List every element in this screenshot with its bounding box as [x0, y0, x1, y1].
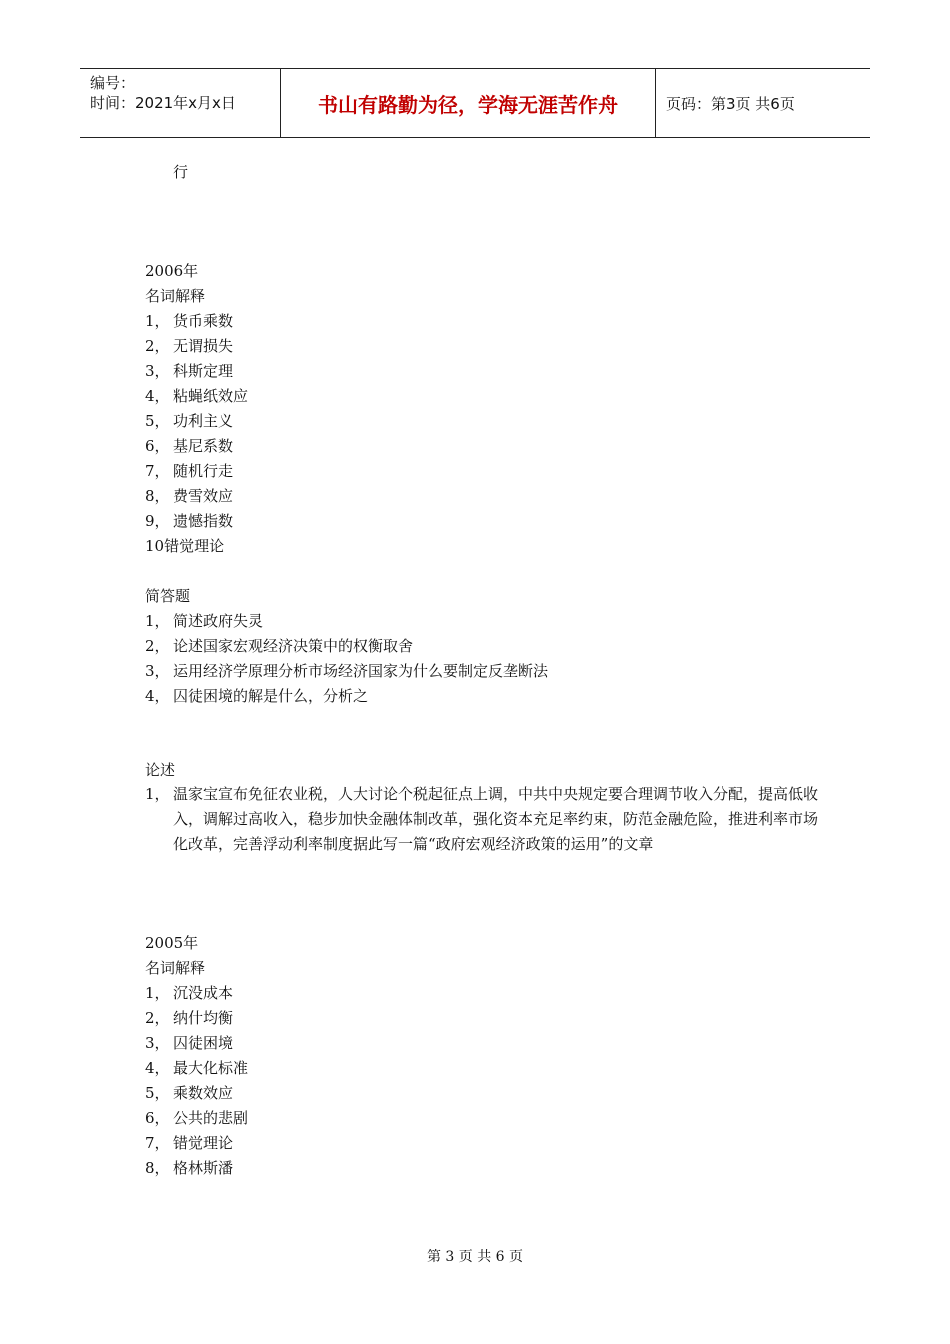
item-text: 最大化标准 [173, 1059, 249, 1077]
list-item [145, 1158, 233, 1178]
list-item [145, 486, 233, 506]
list-item [145, 1058, 248, 1078]
terms-heading-2006: 名词解释 [145, 287, 206, 305]
item-number: 2， [145, 637, 170, 655]
list-item [145, 1083, 233, 1103]
list-item [145, 511, 233, 531]
item-text: 温家宝宣布免征农业税，人大讨论个税起征点上调，中共中央规定要合理调节收入分配，提高低收入，调解过高收入，稳步加快金融体制改革，强化资本充足率约束，防范金融危险，推进利率市场化改革，完善浮动利率制度据此写一篇“政府宏观经济政策的运用”的文章 [173, 785, 819, 853]
item-number: 9， [145, 512, 170, 530]
list-item [145, 411, 233, 431]
list-item [145, 983, 233, 1003]
top-fragment: 行 [173, 163, 189, 181]
item-number: 8， [145, 1159, 170, 1177]
item-number: 5， [145, 1084, 170, 1102]
item-text: 货币乘数 [173, 312, 234, 330]
item-number: 6， [145, 437, 170, 455]
item-number: 2， [145, 337, 170, 355]
item-text: 粘蝇纸效应 [173, 387, 249, 405]
serial-label: 编号： [90, 74, 136, 92]
item-number: 1， [145, 312, 170, 330]
list-item [145, 636, 413, 656]
list-item [145, 1033, 233, 1053]
item-number: 3， [145, 662, 170, 680]
item-text: 错觉理论 [173, 1134, 234, 1152]
item-number: 6， [145, 1109, 170, 1127]
short-answer-heading-2006: 简答题 [145, 587, 191, 605]
item-text: 运用经济学原理分析市场经济国家为什么要制定反垄断法 [173, 662, 549, 680]
section-title-2006: 2006年 [145, 262, 199, 280]
essay-question [145, 782, 825, 857]
item-text: 公共的悲剧 [173, 1109, 249, 1127]
item-number: 5， [145, 412, 170, 430]
list-item [145, 1108, 248, 1128]
page-footer: 第 3 页 共 6 页 [426, 1249, 524, 1265]
list-item [145, 361, 233, 381]
list-item [145, 311, 233, 331]
list-item [145, 611, 263, 631]
page-header [80, 68, 870, 138]
item-number: 4， [145, 387, 170, 405]
item-number: 1， [145, 785, 170, 803]
section-title-2005: 2005年 [145, 934, 199, 952]
item-text: 论述国家宏观经济决策中的权衡取舍 [173, 637, 414, 655]
list-item [145, 1133, 233, 1153]
list-item [145, 686, 368, 706]
list-item [145, 336, 233, 356]
item-text: 功利主义 [173, 412, 234, 430]
item-number: 3， [145, 362, 170, 380]
header-meta [80, 69, 280, 137]
item-text: 费雪效应 [173, 487, 234, 505]
item-number: 3， [145, 1034, 170, 1052]
item-number: 1， [145, 612, 170, 630]
item-number: 2， [145, 1009, 170, 1027]
item-text: 简述政府失灵 [173, 612, 264, 630]
item-text: 囚徒困境的解是什么，分析之 [173, 687, 369, 705]
time-label: 时间：2021年x月x日 [90, 94, 236, 112]
list-item [145, 1008, 233, 1028]
list-item [145, 661, 548, 681]
list-item: 10错觉理论 [145, 537, 225, 555]
item-number: 7， [145, 462, 170, 480]
header-motto: 书山有路勤为径，学海无涯苦作舟 [280, 69, 656, 137]
item-text: 科斯定理 [173, 362, 234, 380]
list-item [145, 436, 233, 456]
item-text: 沉没成本 [173, 984, 234, 1002]
list-item [145, 386, 248, 406]
item-text: 随机行走 [173, 462, 234, 480]
item-number: 4， [145, 1059, 170, 1077]
list-item [145, 461, 233, 481]
item-text: 基尼系数 [173, 437, 234, 455]
item-number: 8， [145, 487, 170, 505]
item-text: 遗憾指数 [173, 512, 234, 530]
item-text: 无谓损失 [173, 337, 234, 355]
item-text: 纳什均衡 [173, 1009, 234, 1027]
item-text: 乘数效应 [173, 1084, 234, 1102]
item-text: 格林斯潘 [173, 1159, 234, 1177]
item-text: 囚徒困境 [173, 1034, 234, 1052]
terms-heading-2005: 名词解释 [145, 959, 206, 977]
item-number: 4， [145, 687, 170, 705]
essay-heading-2006: 论述 [145, 761, 176, 779]
header-page-number: 页码：第3页 共6页 [666, 94, 795, 113]
item-number: 1， [145, 984, 170, 1002]
item-number: 7， [145, 1134, 170, 1152]
